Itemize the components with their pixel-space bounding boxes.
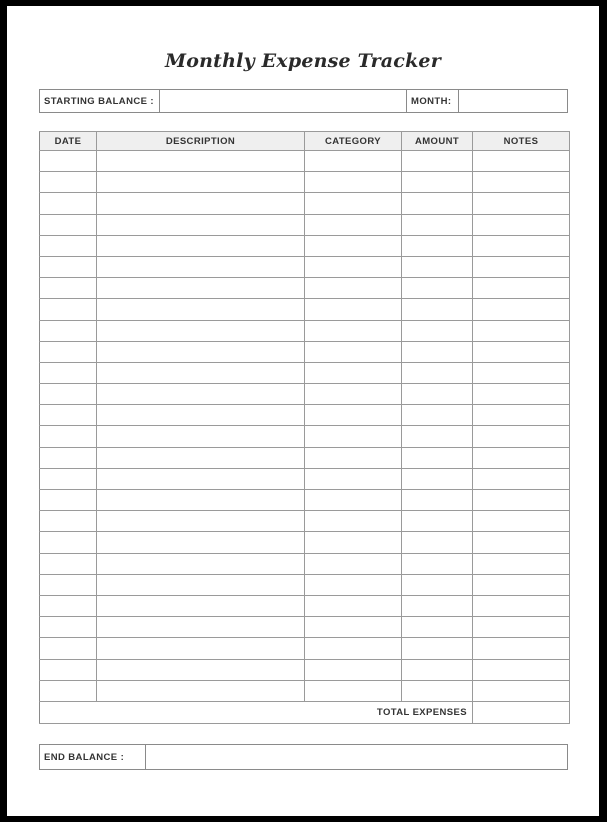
date-cell[interactable] — [40, 341, 97, 362]
notes-cell[interactable] — [473, 151, 570, 172]
description-cell[interactable] — [97, 447, 305, 468]
column-header-category: CATEGORY — [305, 132, 402, 151]
description-cell[interactable] — [97, 256, 305, 277]
date-cell[interactable] — [40, 680, 97, 701]
notes-cell[interactable] — [473, 405, 570, 426]
balance-month-bar — [39, 89, 568, 113]
notes-cell[interactable] — [473, 278, 570, 299]
category-cell[interactable] — [305, 574, 402, 595]
description-cell[interactable] — [97, 468, 305, 489]
end-balance-label-cell — [40, 745, 146, 769]
description-cell[interactable] — [97, 151, 305, 172]
table-row — [40, 595, 570, 616]
date-cell[interactable] — [40, 384, 97, 405]
expense-table — [39, 131, 570, 724]
description-cell[interactable] — [97, 595, 305, 616]
notes-cell[interactable] — [473, 362, 570, 383]
amount-cell[interactable] — [402, 235, 473, 256]
table-row — [40, 511, 570, 532]
description-cell[interactable] — [97, 638, 305, 659]
description-cell[interactable] — [97, 553, 305, 574]
month-field[interactable] — [459, 90, 567, 112]
amount-cell[interactable] — [402, 595, 473, 616]
table-row — [40, 468, 570, 489]
date-cell[interactable] — [40, 299, 97, 320]
notes-cell[interactable] — [473, 468, 570, 489]
date-cell[interactable] — [40, 532, 97, 553]
table-row — [40, 405, 570, 426]
starting-balance-label-cell — [40, 90, 160, 112]
table-row — [40, 617, 570, 638]
description-cell[interactable] — [97, 235, 305, 256]
amount-cell[interactable] — [402, 680, 473, 701]
date-cell[interactable] — [40, 553, 97, 574]
column-header-amount: AMOUNT — [402, 132, 473, 151]
date-cell[interactable] — [40, 447, 97, 468]
category-cell[interactable] — [305, 214, 402, 235]
total-expenses-label: TOTAL EXPENSES — [40, 701, 473, 723]
table-row — [40, 193, 570, 214]
table-row — [40, 341, 570, 362]
amount-cell[interactable] — [402, 532, 473, 553]
date-cell[interactable] — [40, 490, 97, 511]
date-cell[interactable] — [40, 193, 97, 214]
table-row — [40, 256, 570, 277]
table-row — [40, 214, 570, 235]
table-row — [40, 574, 570, 595]
category-cell[interactable] — [305, 638, 402, 659]
notes-cell[interactable] — [473, 172, 570, 193]
starting-balance-label: STARTING BALANCE : — [44, 95, 154, 107]
table-row — [40, 320, 570, 341]
amount-cell[interactable] — [402, 659, 473, 680]
date-cell[interactable] — [40, 278, 97, 299]
starting-balance-field[interactable] — [160, 90, 407, 112]
notes-cell[interactable] — [473, 299, 570, 320]
notes-cell[interactable] — [473, 595, 570, 616]
table-row — [40, 299, 570, 320]
amount-cell[interactable] — [402, 426, 473, 447]
description-cell[interactable] — [97, 659, 305, 680]
column-header-date: DATE — [40, 132, 97, 151]
amount-cell[interactable] — [402, 490, 473, 511]
amount-cell[interactable] — [402, 405, 473, 426]
date-cell[interactable] — [40, 362, 97, 383]
amount-cell[interactable] — [402, 362, 473, 383]
description-cell[interactable] — [97, 617, 305, 638]
notes-cell[interactable] — [473, 553, 570, 574]
notes-cell[interactable] — [473, 214, 570, 235]
notes-cell[interactable] — [473, 426, 570, 447]
tracker-page — [7, 6, 599, 816]
description-cell[interactable] — [97, 384, 305, 405]
description-cell[interactable] — [97, 214, 305, 235]
description-cell[interactable] — [97, 278, 305, 299]
category-cell[interactable] — [305, 235, 402, 256]
month-label: MONTH: — [411, 95, 452, 107]
date-cell[interactable] — [40, 151, 97, 172]
category-cell[interactable] — [305, 362, 402, 383]
category-cell[interactable] — [305, 405, 402, 426]
notes-cell[interactable] — [473, 659, 570, 680]
table-row — [40, 278, 570, 299]
amount-cell[interactable] — [402, 638, 473, 659]
table-row — [40, 490, 570, 511]
category-cell[interactable] — [305, 193, 402, 214]
description-cell[interactable] — [97, 680, 305, 701]
table-row — [40, 151, 570, 172]
amount-cell[interactable] — [402, 447, 473, 468]
table-body — [40, 151, 570, 702]
date-cell[interactable] — [40, 426, 97, 447]
amount-cell[interactable] — [402, 256, 473, 277]
table-row — [40, 532, 570, 553]
category-cell[interactable] — [305, 511, 402, 532]
amount-cell[interactable] — [402, 299, 473, 320]
category-cell[interactable] — [305, 617, 402, 638]
table-row — [40, 235, 570, 256]
notes-cell[interactable] — [473, 320, 570, 341]
date-cell[interactable] — [40, 256, 97, 277]
category-cell[interactable] — [305, 490, 402, 511]
notes-cell[interactable] — [473, 638, 570, 659]
category-cell[interactable] — [305, 299, 402, 320]
description-cell[interactable] — [97, 172, 305, 193]
description-cell[interactable] — [97, 362, 305, 383]
date-cell[interactable] — [40, 511, 97, 532]
description-cell[interactable] — [97, 341, 305, 362]
category-cell[interactable] — [305, 659, 402, 680]
description-cell[interactable] — [97, 426, 305, 447]
date-cell[interactable] — [40, 214, 97, 235]
amount-cell[interactable] — [402, 278, 473, 299]
table-row — [40, 680, 570, 701]
notes-cell[interactable] — [473, 235, 570, 256]
table-row — [40, 172, 570, 193]
date-cell[interactable] — [40, 468, 97, 489]
amount-cell[interactable] — [402, 172, 473, 193]
category-cell[interactable] — [305, 468, 402, 489]
description-cell[interactable] — [97, 299, 305, 320]
description-cell[interactable] — [97, 405, 305, 426]
notes-cell[interactable] — [473, 532, 570, 553]
amount-cell[interactable] — [402, 574, 473, 595]
notes-cell[interactable] — [473, 193, 570, 214]
notes-cell[interactable] — [473, 341, 570, 362]
description-cell[interactable] — [97, 320, 305, 341]
category-cell[interactable] — [305, 447, 402, 468]
amount-cell[interactable] — [402, 468, 473, 489]
notes-cell[interactable] — [473, 680, 570, 701]
description-cell[interactable] — [97, 193, 305, 214]
date-cell[interactable] — [40, 638, 97, 659]
notes-cell[interactable] — [473, 617, 570, 638]
notes-cell[interactable] — [473, 447, 570, 468]
amount-cell[interactable] — [402, 214, 473, 235]
amount-cell[interactable] — [402, 384, 473, 405]
amount-cell[interactable] — [402, 193, 473, 214]
category-cell[interactable] — [305, 553, 402, 574]
description-cell[interactable] — [97, 511, 305, 532]
table-row — [40, 426, 570, 447]
notes-cell[interactable] — [473, 511, 570, 532]
amount-cell[interactable] — [402, 553, 473, 574]
total-expenses-field[interactable] — [473, 701, 570, 723]
total-row — [40, 701, 570, 723]
notes-cell[interactable] — [473, 384, 570, 405]
category-cell[interactable] — [305, 341, 402, 362]
table-row — [40, 659, 570, 680]
column-header-description: DESCRIPTION — [97, 132, 305, 151]
category-cell[interactable] — [305, 256, 402, 277]
date-cell[interactable] — [40, 595, 97, 616]
notes-cell[interactable] — [473, 574, 570, 595]
amount-cell[interactable] — [402, 320, 473, 341]
amount-cell[interactable] — [402, 341, 473, 362]
date-cell[interactable] — [40, 172, 97, 193]
notes-cell[interactable] — [473, 490, 570, 511]
category-cell[interactable] — [305, 384, 402, 405]
table-row — [40, 638, 570, 659]
date-cell[interactable] — [40, 235, 97, 256]
end-balance-bar — [39, 744, 568, 770]
category-cell[interactable] — [305, 532, 402, 553]
date-cell[interactable] — [40, 320, 97, 341]
category-cell[interactable] — [305, 172, 402, 193]
table-header-row — [40, 132, 570, 151]
end-balance-field[interactable] — [146, 745, 567, 769]
table-row — [40, 384, 570, 405]
description-cell[interactable] — [97, 532, 305, 553]
description-cell[interactable] — [97, 490, 305, 511]
table-row — [40, 553, 570, 574]
description-cell[interactable] — [97, 574, 305, 595]
date-cell[interactable] — [40, 617, 97, 638]
end-balance-label: END BALANCE : — [44, 751, 125, 763]
category-cell[interactable] — [305, 680, 402, 701]
date-cell[interactable] — [40, 405, 97, 426]
category-cell[interactable] — [305, 151, 402, 172]
page-title: Monthly Expense Tracker — [165, 50, 441, 72]
date-cell[interactable] — [40, 659, 97, 680]
notes-cell[interactable] — [473, 256, 570, 277]
category-cell[interactable] — [305, 278, 402, 299]
amount-cell[interactable] — [402, 617, 473, 638]
amount-cell[interactable] — [402, 511, 473, 532]
category-cell[interactable] — [305, 426, 402, 447]
column-header-notes: NOTES — [473, 132, 570, 151]
date-cell[interactable] — [40, 574, 97, 595]
month-label-cell — [407, 90, 459, 112]
table-row — [40, 447, 570, 468]
amount-cell[interactable] — [402, 151, 473, 172]
table-row — [40, 362, 570, 383]
category-cell[interactable] — [305, 595, 402, 616]
category-cell[interactable] — [305, 320, 402, 341]
